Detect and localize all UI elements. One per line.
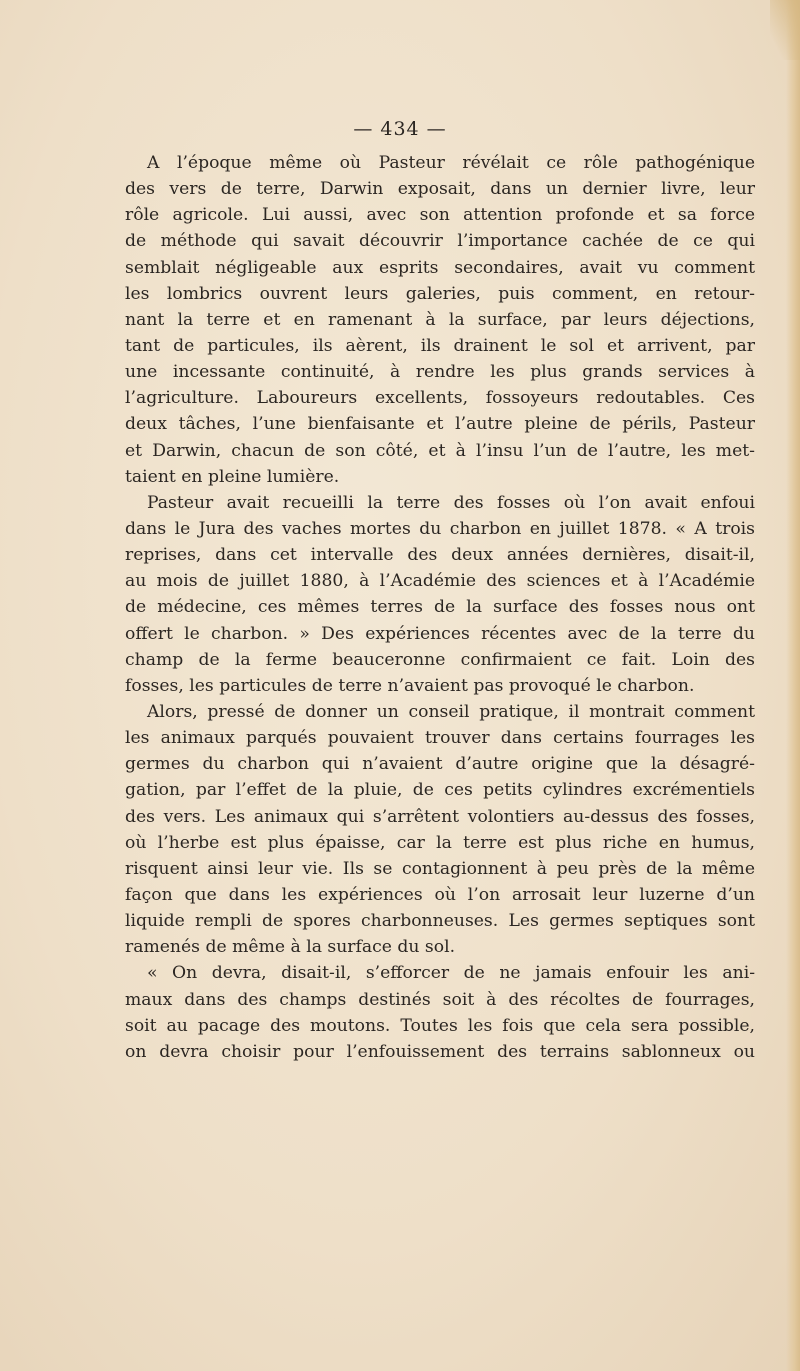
text-line: taient en pleine lumière. <box>125 466 340 487</box>
text-line: Alors, pressé de donner un conseil pratique, il montrait comment <box>147 701 755 722</box>
text-line: de médecine, ces mêmes terres de la surface des fosses nous ont <box>125 597 755 618</box>
text-line: de méthode qui savait découvrir l’importance cachée de ce qui <box>125 231 755 252</box>
page-edge-shadow <box>786 0 800 1371</box>
text-line: gation, par l’effet de la pluie, de ces petits cylindres excrémentiels <box>125 780 755 801</box>
text-line: et Darwin, chacun de son côté, et à l’insu l’un de l’autre, les met- <box>125 440 755 461</box>
text-line: deux tâches, l’une bienfaisante et l’autre pleine de périls, Pasteur <box>125 414 755 435</box>
text-line: des vers. Les animaux qui s’arrêtent volontiers au-dessus des fosses, <box>125 806 755 827</box>
text-line: champ de la ferme beauceronne confirmaient ce fait. Loin des <box>125 649 755 670</box>
text-line: rôle agricole. Lui aussi, avec son attention profonde et sa force <box>125 205 755 226</box>
text-line: reprises, dans cet intervalle des deux années dernières, disait-il, <box>125 545 755 566</box>
text-line: fosses, les particules de terre n’avaient pas provoqué le charbon. <box>125 675 695 696</box>
text-line: dans le Jura des vaches mortes du charbon en juillet 1878. « A trois <box>125 518 755 539</box>
text-line: façon que dans les expériences où l’on arrosait leur luzerne d’un <box>125 884 755 905</box>
text-line: les animaux parqués pouvaient trouver dans certains fourrages les <box>125 728 755 749</box>
text-line: où l’herbe est plus épaisse, car la terre est plus riche en humus, <box>125 832 755 853</box>
text-line: liquide rempli de spores charbonneuses. Les germes septiques sont <box>125 911 755 932</box>
page-corner-stain <box>770 0 800 60</box>
text-line: germes du charbon qui n’avaient d’autre origine que la désagré- <box>125 754 755 775</box>
text-line: une incessante continuité, à rendre les plus grands services à <box>125 362 755 383</box>
text-line: au mois de juillet 1880, à l’Académie des sciences et à l’Académie <box>125 571 755 592</box>
page-number: — 434 — <box>353 118 447 140</box>
text-line: ramenés de même à la surface du sol. <box>125 937 456 958</box>
text-line: des vers de terre, Darwin exposait, dans un dernier livre, leur <box>125 179 755 200</box>
text-line: l’agriculture. Laboureurs excellents, fossoyeurs redoutables. Ces <box>125 388 755 409</box>
text-line: « On devra, disait-il, s’efforcer de ne jamais enfouir les ani- <box>147 963 755 984</box>
text-line: nant la terre et en ramenant à la surface, par leurs déjections, <box>125 309 755 330</box>
text-line: offert le charbon. » Des expériences récentes avec de la terre du <box>125 623 755 644</box>
text-line: les lombrics ouvrent leurs galeries, puis comment, en retour- <box>125 283 755 304</box>
text-line: semblait négligeable aux esprits secondaires, avait vu comment <box>125 257 755 278</box>
text-line: A l’époque même où Pasteur révélait ce rôle pathogénique <box>147 153 755 173</box>
text-line: Pasteur avait recueilli la terre des fosses où l’on avait enfoui <box>147 492 755 513</box>
body-text <box>125 150 755 1065</box>
text-line: tant de particules, ils aèrent, ils drainent le sol et arrivent, par <box>125 335 755 356</box>
text-line: risquent ainsi leur vie. Ils se contagionnent à peu près de la même <box>125 858 755 879</box>
text-line: maux dans des champs destinés soit à des récoltes de fourrages, <box>125 989 755 1010</box>
text-line: soit au pacage des moutons. Toutes les fois que cela sera possible, <box>125 1015 755 1036</box>
text-line: on devra choisir pour l’enfouissement des terrains sablonneux ou <box>125 1041 755 1062</box>
